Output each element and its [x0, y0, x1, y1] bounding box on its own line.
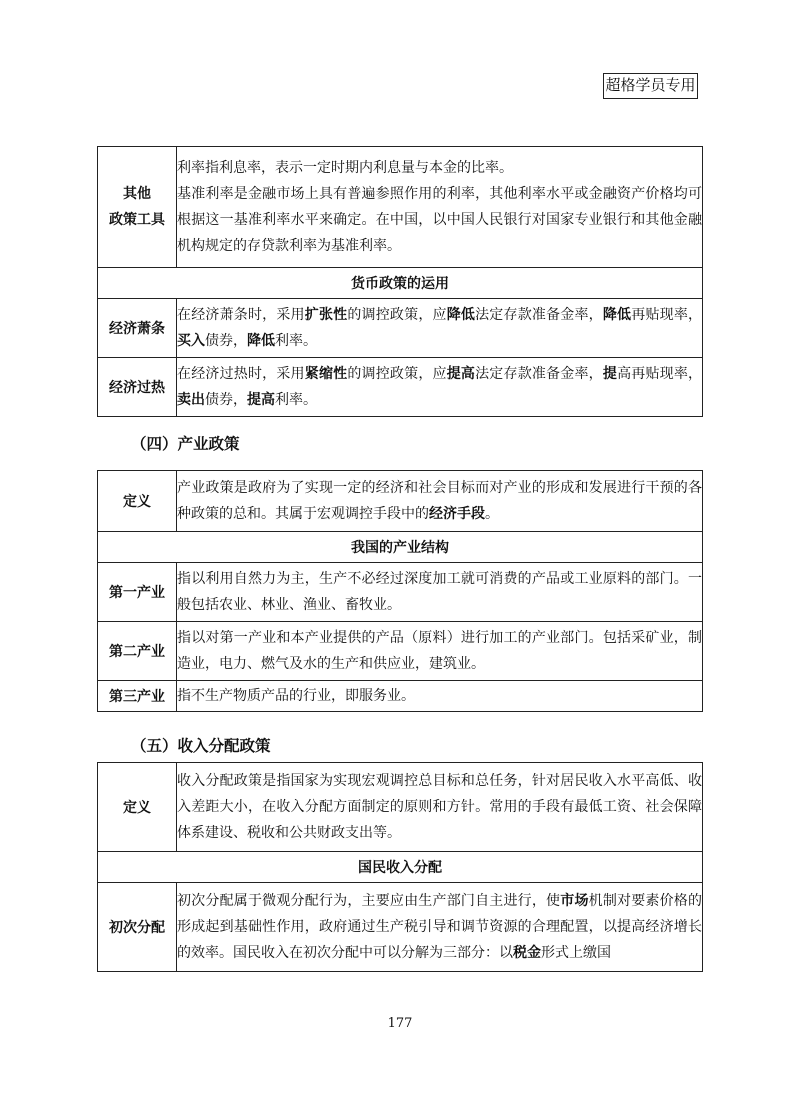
- table-row: [98, 471, 703, 532]
- table-row: [98, 299, 703, 358]
- income-distribution-table: [97, 762, 703, 972]
- row-text: 指以对第一产业和本产业提供的产品（原料）进行加工的产业部门。包括采矿业，制造业，电力、燃气及水的生产和供应业，建筑业。: [177, 622, 703, 681]
- table-row: [98, 681, 703, 712]
- row-text: 在经济萧条时，采用扩张性的调控政策，应降低法定存款准备金率，降低再贴现率，买入债券，降低利率。: [177, 299, 703, 358]
- table-heading: 我国的产业结构: [98, 532, 703, 563]
- row-text: 收入分配政策是指国家为实现宏观调控总目标和总任务，针对居民收入水平高低、收入差距大小，在收入分配方面制定的原则和方针。常用的手段有最低工资、社会保障体系建设、税收和公共财政支出等。: [177, 763, 703, 852]
- table-row: [98, 763, 703, 852]
- header-stamp: 超格学员专用: [603, 73, 698, 99]
- section-heading: （四）产业政策: [131, 434, 240, 453]
- page-number: 177: [387, 1016, 413, 1031]
- row-label: 第二产业: [98, 622, 177, 681]
- label-line: 政策工具: [109, 212, 165, 228]
- row-label: 经济萧条: [98, 299, 177, 358]
- industrial-policy-table: [97, 470, 703, 712]
- label-line: 其他: [123, 186, 151, 202]
- table-heading: 国民收入分配: [98, 852, 703, 883]
- row-label: 定义: [98, 471, 177, 532]
- table-heading-row: [98, 268, 703, 299]
- table-heading: 货币政策的运用: [98, 268, 703, 299]
- row-label: [98, 147, 177, 268]
- row-label: 初次分配: [98, 883, 177, 972]
- table-heading-row: [98, 532, 703, 563]
- row-text: 初次分配属于微观分配行为，主要应由生产部门自主进行，使市场机制对要素价格的形成起到基础性作用，政府通过生产税引导和调节资源的合理配置，以提高经济增长的效率。国民收入在初次分配中可以分解为三部分：以税金形式上缴国: [177, 883, 703, 972]
- row-label: 第一产业: [98, 563, 177, 622]
- table-row: [98, 883, 703, 972]
- table-row: [98, 147, 703, 268]
- paragraph: 利率指利息率，表示一定时期内利息量与本金的比率。: [177, 160, 513, 176]
- table-heading-row: [98, 852, 703, 883]
- paragraph: 基准利率是金融市场上具有普遍参照作用的利率，其他利率水平或金融资产价格均可根据这一基准利率水平来确定。在中国，以中国人民银行对国家专业银行和其他金融机构规定的存贷款利率为基准利率。: [177, 186, 702, 254]
- table-row: [98, 358, 703, 417]
- table-row: [98, 622, 703, 681]
- monetary-policy-table: [97, 146, 703, 417]
- row-text: 在经济过热时，采用紧缩性的调控政策，应提高法定存款准备金率，提高再贴现率，卖出债券，提高利率。: [177, 358, 703, 417]
- row-label: 第三产业: [98, 681, 177, 712]
- row-label: 经济过热: [98, 358, 177, 417]
- row-text: 产业政策是政府为了实现一定的经济和社会目标而对产业的形成和发展进行干预的各种政策的总和。其属于宏观调控手段中的经济手段。: [177, 471, 703, 532]
- table-row: [98, 563, 703, 622]
- row-text: [177, 147, 703, 268]
- row-text: 指以利用自然力为主，生产不必经过深度加工就可消费的产品或工业原料的部门。一般包括农业、林业、渔业、畜牧业。: [177, 563, 703, 622]
- section-heading: （五）收入分配政策: [131, 736, 271, 755]
- row-text: 指不生产物质产品的行业，即服务业。: [177, 681, 703, 712]
- row-label: 定义: [98, 763, 177, 852]
